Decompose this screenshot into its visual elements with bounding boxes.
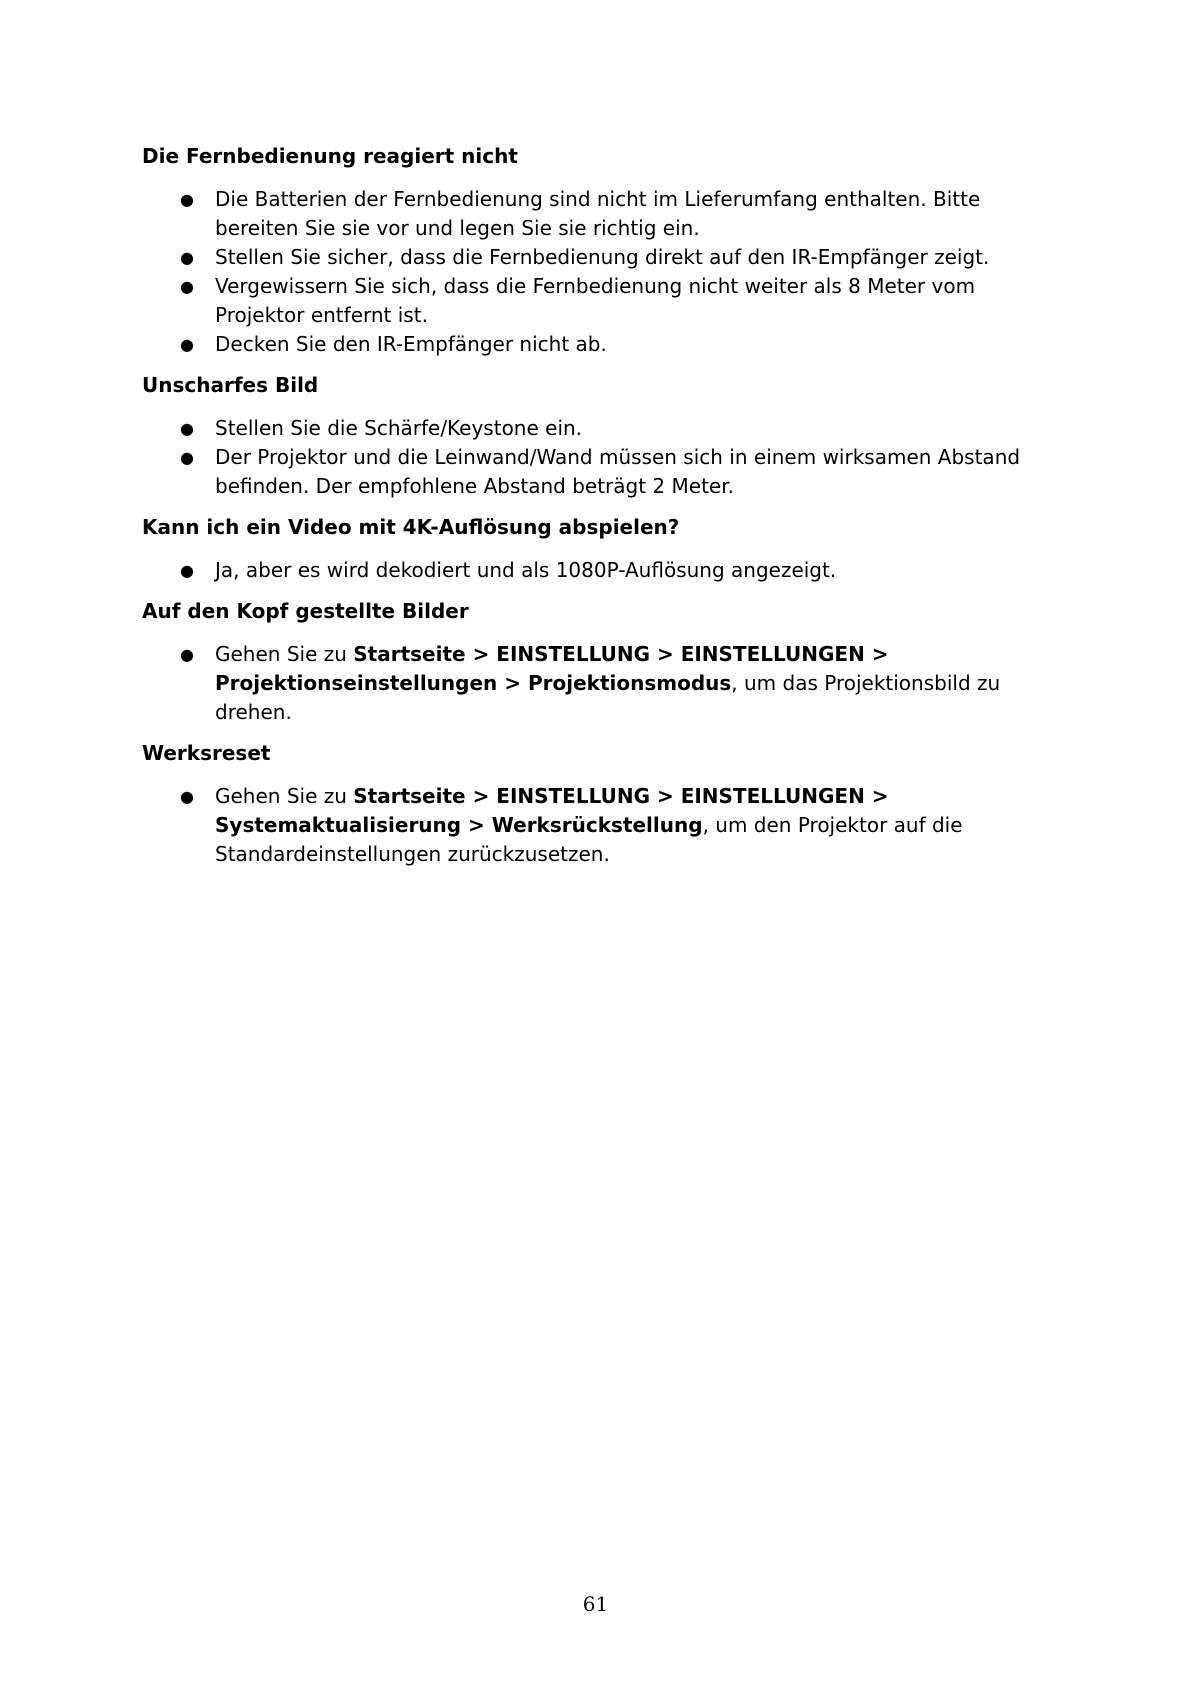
section-heading: Die Fernbedienung reagiert nicht <box>142 144 518 168</box>
list-item-text: Stellen Sie die Schärfe/Keystone ein. <box>215 416 583 440</box>
list-item-text: Decken Sie den IR-Empfänger nicht ab. <box>215 332 607 356</box>
bullet-list <box>142 556 1062 585</box>
bullet-icon: ● <box>180 190 194 209</box>
list-item <box>142 443 1062 501</box>
list-item-text: Stellen Sie sicher, dass die Fernbedienung direkt auf den IR-Empfänger zeigt. <box>215 245 990 269</box>
section-blurry-image <box>142 371 1062 501</box>
list-item <box>142 243 1062 272</box>
bullet-list <box>142 782 1062 869</box>
bullet-list <box>142 185 1062 359</box>
list-item-suffix: , um den Projektor auf die Standardeinstellungen zurückzusetzen. <box>215 813 963 866</box>
section-remote-not-responding <box>142 142 1062 359</box>
list-item-text: Vergewissern Sie sich, dass die Fernbedienung nicht weiter als 8 Meter vom Projektor entfernt ist. <box>215 274 976 327</box>
section-upside-down-images <box>142 597 1062 727</box>
bullet-list <box>142 414 1062 501</box>
section-factory-reset <box>142 739 1062 869</box>
list-item-prefix: Gehen Sie zu <box>215 784 354 808</box>
menu-path: Startseite > EINSTELLUNG > EINSTELLUNGEN > Systemaktualisierung > Werksrückstellung <box>215 784 889 837</box>
list-item <box>142 414 1062 443</box>
bullet-list <box>142 640 1062 727</box>
bullet-icon: ● <box>180 248 194 267</box>
list-item <box>142 782 1062 869</box>
section-heading: Werksreset <box>142 741 271 765</box>
bullet-icon: ● <box>180 645 194 664</box>
menu-path: Startseite > EINSTELLUNG > EINSTELLUNGEN > Projektionseinstellungen > Projektionsmodus <box>215 642 889 695</box>
page-number: 61 <box>582 1592 609 1616</box>
section-heading: Kann ich ein Video mit 4K-Auflösung abspielen? <box>142 515 680 539</box>
list-item <box>142 640 1062 727</box>
list-item-suffix: , um das Projektionsbild zu drehen. <box>215 671 1001 724</box>
list-item <box>142 556 1062 585</box>
list-item-text: Ja, aber es wird dekodiert und als 1080P-Auflösung angezeigt. <box>215 558 837 582</box>
list-item <box>142 185 1062 243</box>
list-item <box>142 330 1062 359</box>
section-heading: Auf den Kopf gestellte Bilder <box>142 599 469 623</box>
document-body <box>142 142 1062 881</box>
section-heading: Unscharfes Bild <box>142 373 319 397</box>
bullet-icon: ● <box>180 419 194 438</box>
list-item-prefix: Gehen Sie zu <box>215 642 354 666</box>
bullet-icon: ● <box>180 277 194 296</box>
list-item <box>142 272 1062 330</box>
bullet-icon: ● <box>180 787 194 806</box>
bullet-icon: ● <box>180 561 194 580</box>
bullet-icon: ● <box>180 335 194 354</box>
list-item-text: Der Projektor und die Leinwand/Wand müssen sich in einem wirksamen Abstand befinden. Der empfohlene Abstand beträgt 2 Meter. <box>215 445 1021 498</box>
section-4k-video <box>142 513 1062 585</box>
bullet-icon: ● <box>180 448 194 467</box>
list-item-text: Die Batterien der Fernbedienung sind nicht im Lieferumfang enthalten. Bitte bereiten Sie sie vor und legen Sie sie richtig ein. <box>215 187 981 240</box>
